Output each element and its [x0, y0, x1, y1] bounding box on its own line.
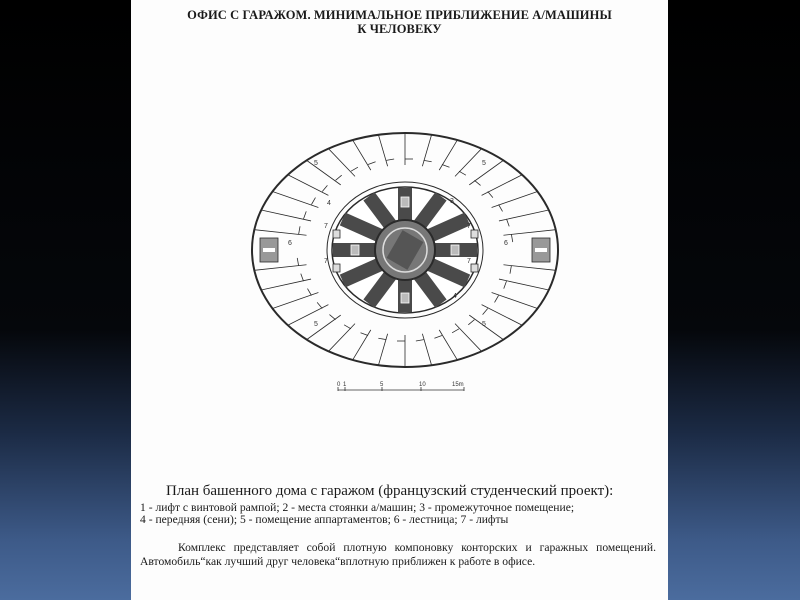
- partition-wall: [307, 315, 341, 340]
- partition-stub: [378, 338, 386, 339]
- label-5-tr: 5: [482, 160, 486, 167]
- parking-space-marker: [451, 245, 459, 255]
- partition-stub: [344, 325, 351, 329]
- scale-tick-15: 15m: [452, 382, 464, 388]
- partition-stub: [510, 266, 511, 274]
- partition-stub: [483, 308, 488, 314]
- scale-tick-5: 5: [380, 382, 384, 388]
- partition-stub: [474, 180, 480, 185]
- label-5-bl: 5: [314, 321, 318, 328]
- plan-lines: [252, 133, 558, 367]
- partition-wall: [439, 140, 457, 170]
- partition-stub: [304, 211, 307, 219]
- partition-stub: [386, 159, 394, 160]
- partition-wall: [455, 149, 482, 177]
- page-title: [131, 8, 668, 36]
- partition-wall: [261, 210, 311, 221]
- label-6-left: 6: [288, 240, 292, 247]
- partition-stub: [329, 315, 335, 320]
- label-7-2: 7: [324, 258, 328, 265]
- lift-shaft: [471, 230, 478, 238]
- label-5-br: 5: [482, 321, 486, 328]
- label-3: 3: [450, 198, 454, 205]
- partition-wall: [307, 160, 341, 185]
- partition-wall: [499, 279, 549, 290]
- scanned-page: [131, 0, 668, 600]
- label-7-3: 7: [467, 223, 471, 230]
- parking-space-marker: [351, 245, 359, 255]
- partition-wall: [353, 330, 371, 360]
- partition-stub: [351, 167, 358, 171]
- lift-shaft: [471, 264, 478, 272]
- legend-line-2: 4 - передняя (сени); 5 - помещение аппартаментов; 6 - лестница; 7 - лифты: [140, 513, 509, 526]
- parking-space-marker: [401, 197, 409, 207]
- partition-stub: [495, 296, 499, 303]
- partition-wall: [329, 324, 356, 352]
- partition-stub: [424, 160, 432, 161]
- partition-wall: [272, 192, 318, 208]
- partition-stub: [442, 164, 450, 167]
- partition-wall: [378, 135, 387, 167]
- partition-stub: [361, 333, 369, 336]
- partition-wall: [492, 293, 538, 309]
- scale-tick-1: 1: [343, 382, 347, 388]
- partition-stub: [416, 340, 424, 341]
- partition-wall: [422, 334, 431, 366]
- partition-stub: [511, 234, 512, 242]
- scale-bar: [337, 382, 464, 391]
- partition-stub: [468, 320, 474, 325]
- partition-stub: [322, 185, 327, 191]
- partition-wall: [288, 305, 329, 326]
- partition-wall: [329, 149, 356, 177]
- label-7-1: 7: [324, 223, 328, 230]
- partition-stub: [336, 175, 342, 180]
- partition-stub: [488, 192, 493, 198]
- partition-wall: [469, 160, 503, 185]
- partition-wall: [439, 330, 457, 360]
- label-4-top: 4: [327, 200, 331, 207]
- lift-shaft: [333, 230, 340, 238]
- partition-stub: [297, 258, 298, 266]
- partition-stub: [504, 281, 507, 289]
- partition-stub: [434, 336, 442, 339]
- title-line-1: ОФИС С ГАРАЖОМ. МИНИМАЛЬНОЕ ПРИБЛИЖЕНИЕ А/МАШИНЫ: [187, 8, 612, 22]
- partition-stub: [301, 274, 304, 282]
- partition-stub: [506, 219, 509, 227]
- label-5-tl: 5: [314, 160, 318, 167]
- scale-tick-0: 0: [337, 382, 341, 388]
- plan-caption: План башенного дома с гаражом (французский студенческий проект):: [166, 483, 614, 499]
- partition-stub: [452, 329, 459, 333]
- partition-wall: [469, 315, 503, 340]
- partition-stub: [368, 162, 376, 165]
- partition-wall: [482, 305, 523, 326]
- label-6-right: 6: [504, 240, 508, 247]
- partition-stub: [317, 302, 322, 308]
- title-line-2: К ЧЕЛОВЕКУ: [357, 22, 442, 36]
- partition-wall: [455, 324, 482, 352]
- lift-shaft: [333, 264, 340, 272]
- scale-tick-10: 10: [419, 382, 426, 388]
- stair-landing: [263, 248, 275, 252]
- partition-stub: [299, 226, 300, 234]
- partition-wall: [353, 140, 371, 170]
- label-7-4: 7: [467, 258, 471, 265]
- partition-stub: [459, 171, 466, 175]
- legend-line-1: 1 - лифт с винтовой рампой; 2 - места стоянки а/машин; 3 - промежуточное помещение;: [140, 501, 575, 514]
- partition-stub: [307, 289, 311, 296]
- stair-landing: [535, 248, 547, 252]
- partition-stub: [499, 205, 503, 212]
- parking-space-marker: [401, 293, 409, 303]
- partition-stub: [311, 198, 315, 205]
- description-paragraph: Комплекс представляет собой плотную компоновку конторских и гаражных помещений. Автомобиль“как лучший друг человека“вплотную приближен к работе в офисе.: [140, 541, 656, 568]
- partition-wall: [288, 175, 329, 196]
- partition-wall: [482, 175, 523, 196]
- plan-legend: [140, 502, 574, 526]
- tower-floor-plan: [131, 120, 668, 410]
- label-4-bottom: 4: [453, 293, 457, 300]
